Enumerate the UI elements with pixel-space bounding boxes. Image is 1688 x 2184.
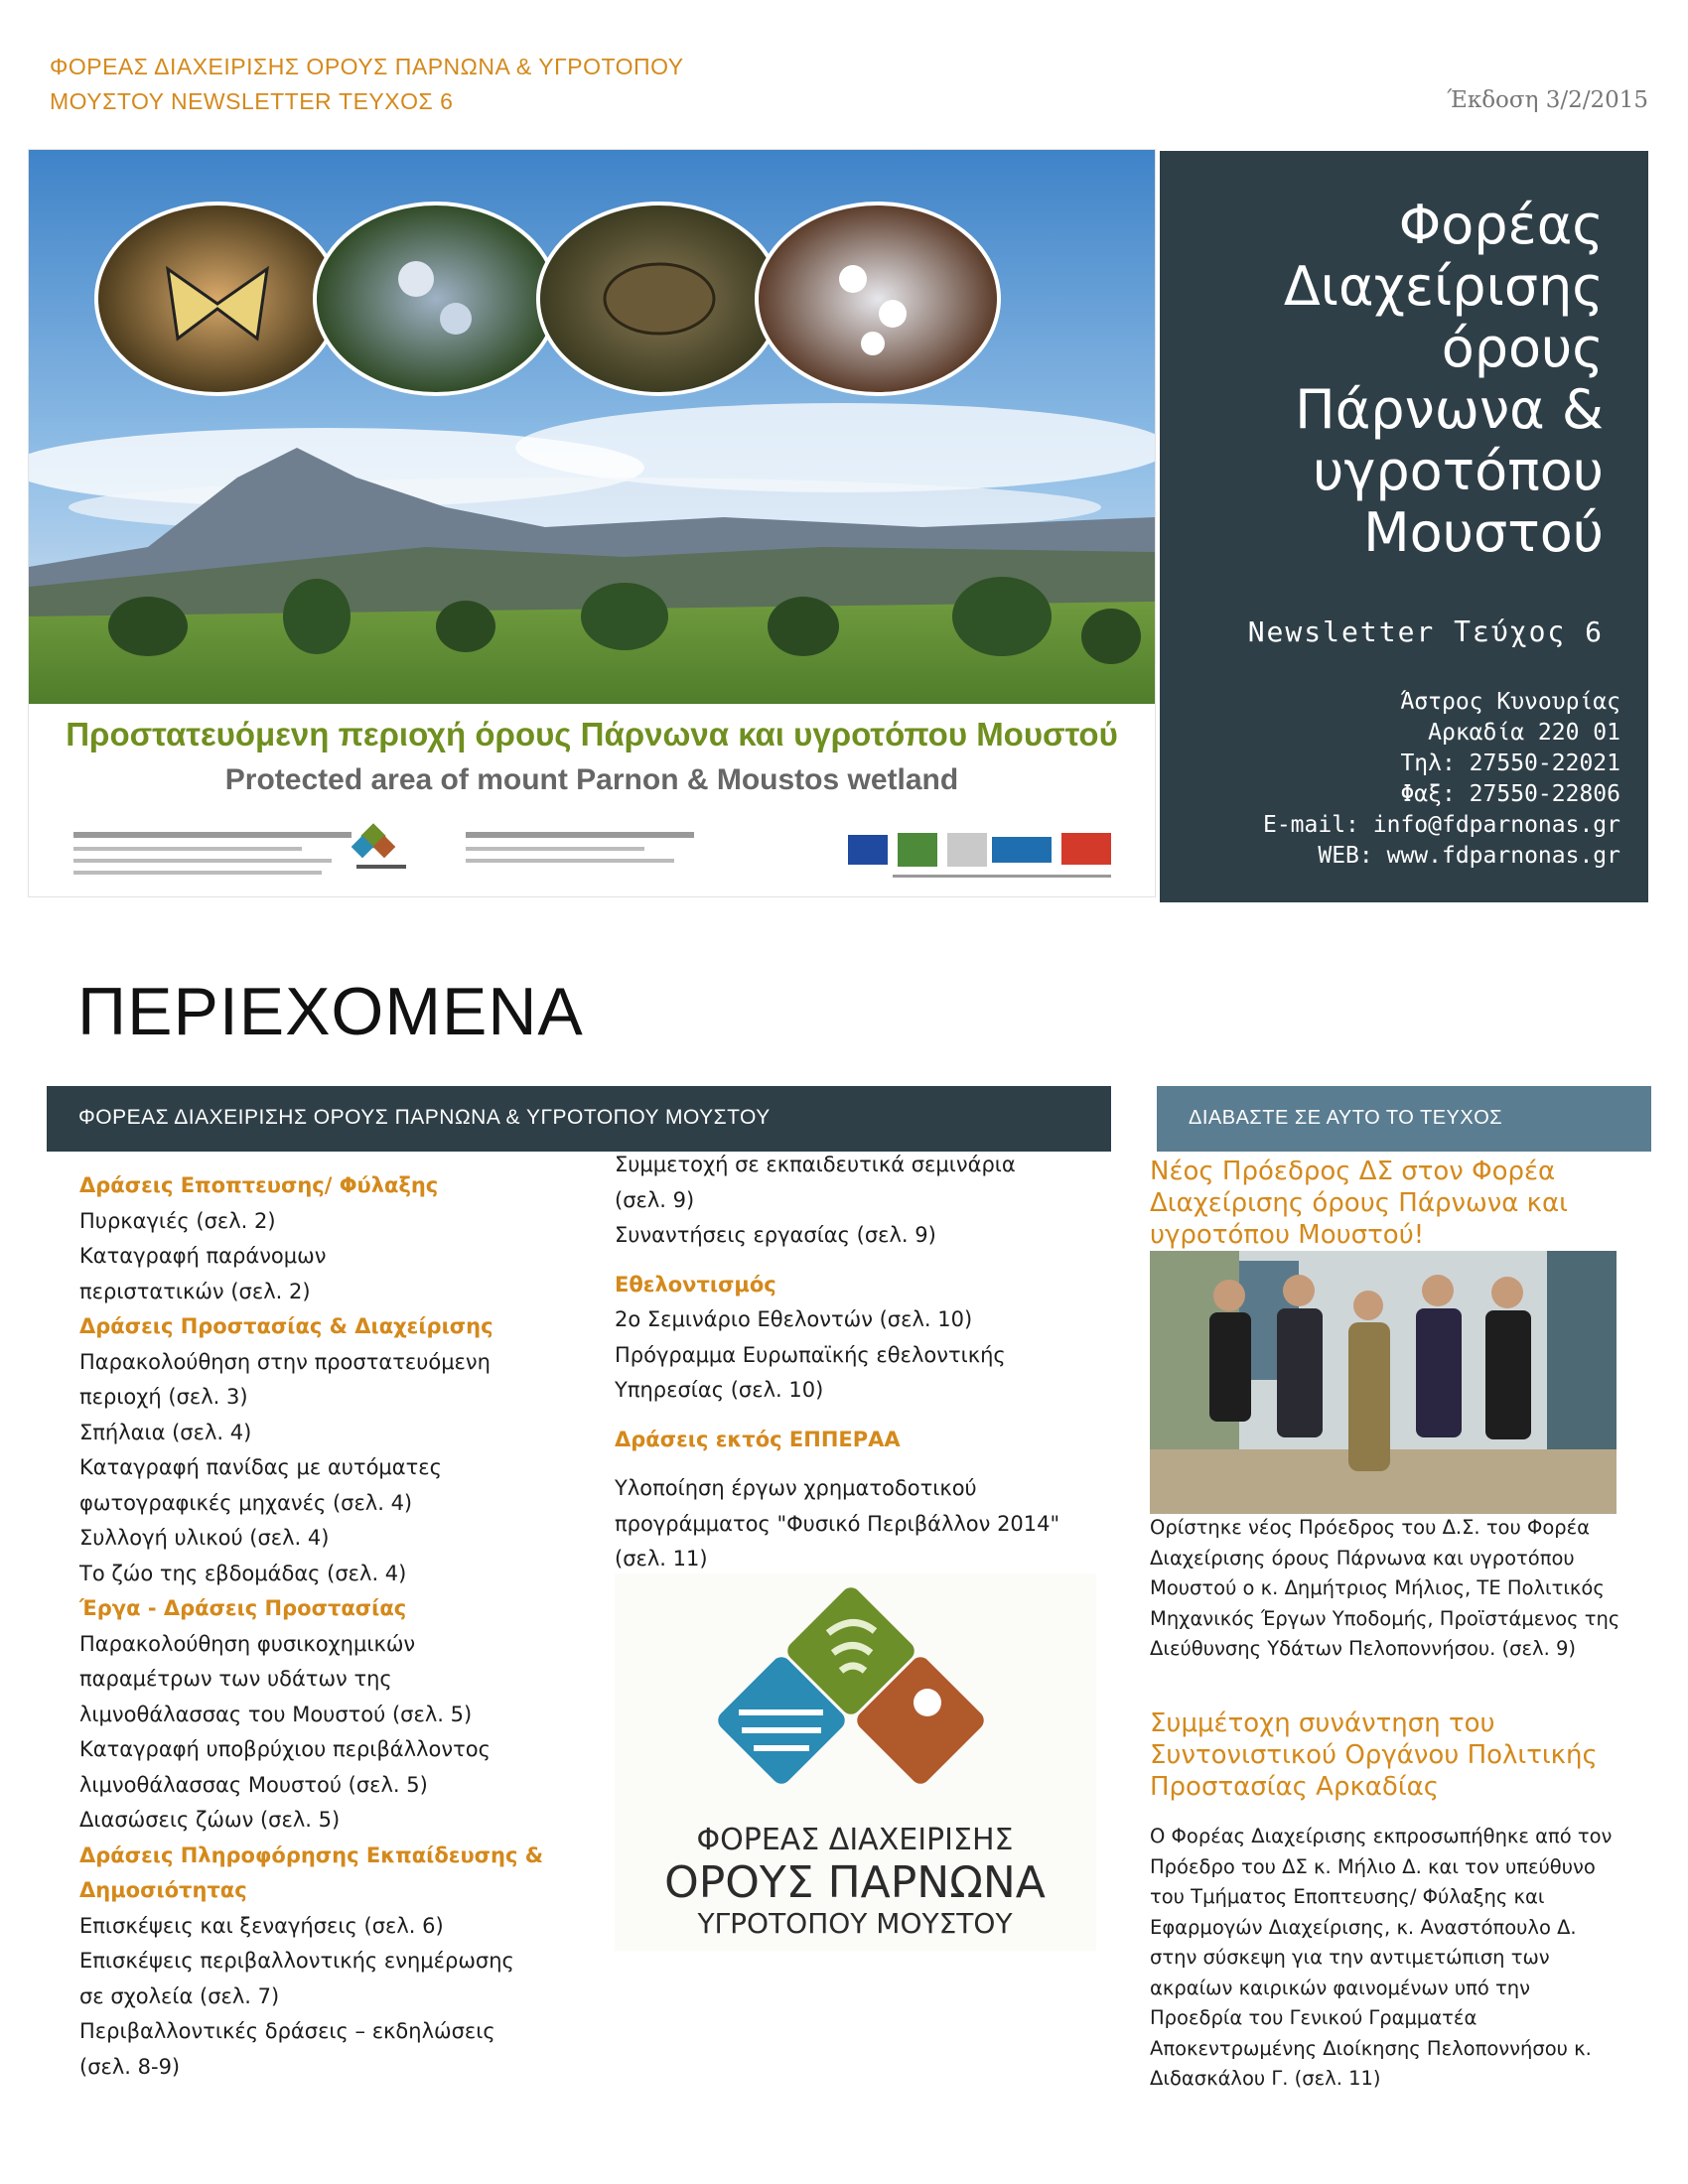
edition-date: Έκδοση 3/2/2015	[1447, 87, 1648, 113]
toc-entry[interactable]: (σελ. 8-9)	[79, 2054, 181, 2079]
newsletter-title-box	[1160, 151, 1648, 902]
toc-entry[interactable]: Καταγραφή πανίδας με αυτόματες	[79, 1455, 442, 1479]
sidebox-title-line: Διαχείρισης	[1283, 255, 1604, 318]
toc-entry[interactable]: λιμνοθάλασσας Μουστού (σελ. 5)	[79, 1772, 428, 1797]
sidebox-title-line: υγροτόπου	[1313, 440, 1604, 502]
toc-entry[interactable]: Παρακολούθηση στην προστατευόμενη	[79, 1349, 491, 1374]
organization-logo	[615, 1573, 1096, 1951]
in-this-issue-bar-label: ΔΙΑΒΑΣΤΕ ΣΕ ΑΥΤΟ ΤΟ ΤΕΥΧΟΣ	[1189, 1107, 1503, 1129]
sidebox-subtitle: Newsletter Τεύχος 6	[1247, 615, 1604, 648]
contents-heading: ΠΕΡΙΕΧΟΜΕΝΑ	[77, 974, 584, 1049]
logo-text-line3: ΥΓΡΟΤΟΠΟΥ ΜΟΥΣΤΟΥ	[697, 1907, 1013, 1940]
toc-entry[interactable]: (σελ. 11)	[615, 1547, 708, 1570]
toc-entry[interactable]: Πρόγραμμα Ευρωπαϊκής εθελοντικής	[615, 1342, 1006, 1367]
contact-web[interactable]: WEB: www.fdparnonas.gr	[1318, 843, 1620, 869]
header-title-line1: ΦΟΡΕΑΣ ΔΙΑΧΕΙΡΙΣΗΣ ΟΡΟΥΣ ΠΑΡΝΩΝΑ & ΥΓΡΟΤΟΠΟΥ	[50, 54, 684, 79]
protected-area-poster	[28, 149, 1156, 897]
toc-entry[interactable]: Καταγραφή υποβρύχιου περιβάλλοντος	[79, 1737, 491, 1761]
landscape-photo	[29, 150, 1155, 704]
in-this-issue-bar	[1157, 1086, 1651, 1152]
toc-entry[interactable]: περιοχή (σελ. 3)	[79, 1385, 248, 1409]
sidebox-title-line: Πάρνωνα &	[1295, 378, 1604, 441]
toc-entry[interactable]: Το ζώο της εβδομάδας (σελ. 4)	[79, 1561, 407, 1585]
poster-title-english: Protected area of mount Parnon & Moustos wetland	[224, 763, 959, 796]
toc-entry[interactable]: Επισκέψεις και ξεναγήσεις (σελ. 6)	[79, 1913, 444, 1938]
toc-entry[interactable]: Διασώσεις ζώων (σελ. 5)	[79, 1808, 341, 1832]
toc-spacer	[615, 1409, 1081, 1423]
toc-section-heading: Δημοσιότητας	[79, 1878, 247, 1902]
toc-entry[interactable]: Συλλογή υλικού (σελ. 4)	[79, 1526, 330, 1550]
toc-entry[interactable]: φωτογραφικές μηχανές (σελ. 4)	[79, 1490, 413, 1515]
group-photo	[1150, 1251, 1617, 1514]
toc-section-heading: Δράσεις Πληροφόρησης Εκπαίδευσης &	[79, 1843, 544, 1867]
contents-section-bar-label: ΦΟΡΕΑΣ ΔΙΑΧΕΙΡΙΣΗΣ ΟΡΟΥΣ ΠΑΡΝΩΝΑ & ΥΓΡΟΤΟΠΟΥ ΜΟΥΣΤΟΥ	[78, 1106, 771, 1129]
contact-region: Αρκαδία 220 01	[1428, 720, 1620, 746]
contents-section-bar	[47, 1086, 1111, 1152]
toc-section-heading: Εθελοντισμός	[615, 1272, 776, 1297]
sidebox-title-line: Μουστού	[1363, 501, 1604, 564]
poster-title-greek: Προστατευόμενη περιοχή όρους Πάρνωνα και υγροτόπου Μουστού	[66, 716, 1118, 752]
toc-section-heading: Έργα - Δράσεις Προστασίας	[79, 1596, 407, 1620]
sidebox-title-line: όρους	[1441, 317, 1604, 379]
sidebox-title	[1187, 195, 1604, 564]
contents-column-1	[79, 1168, 576, 2085]
toc-entry[interactable]: σε σχολεία (σελ. 7)	[79, 1983, 280, 2008]
toc-entry[interactable]: Υλοποίηση έργων χρηματοδοτικού	[615, 1476, 977, 1500]
logo-text-line1: ΦΟΡΕΑΣ ΔΙΑΧΕΙΡΙΣΗΣ	[696, 1823, 1014, 1857]
toc-entry[interactable]: παραμέτρων των υδάτων της	[79, 1667, 392, 1691]
sidebox-title-line: Φορέας	[1398, 194, 1604, 256]
contents-column-2	[615, 1148, 1081, 1577]
poster-footer-logos	[29, 817, 1155, 896]
toc-section-heading: Δράσεις εκτός ΕΠΠΕΡΑΑ	[615, 1427, 901, 1451]
toc-entry[interactable]: 2ο Σεμινάριο Εθελοντών (σελ. 10)	[615, 1307, 973, 1331]
article1-title[interactable]: Νέος Πρόεδρος ΔΣ στον Φορέα Διαχείρισης όρους Πάρνωνα και υγροτόπου Μουστού!	[1150, 1157, 1568, 1250]
toc-entry[interactable]: Συμμετοχή σε εκπαιδευτικά σεμινάρια	[615, 1153, 1016, 1176]
contact-fax: Φαξ: 27550-22806	[1400, 781, 1620, 807]
article2-text: Ο Φορέας Διαχείρισης εκπροσωπήθηκε από τον Πρόεδρο του ΔΣ κ. Μήλιο Δ. και τον υπεύθυνο του Τμήματος Εποπτευσης/ Φύλαξης και Εφαρμογών Διαχείρισης, κ. Αναστόπουλο Δ. στην σύσκεψη για την αντιμετώπιση των ακραίων καιρικών φαινομένων υπό την Προεδρία του Γενικού Γραμματέα Αποκεντρωμένης Διοίκησης Πελοποννήσου κ. Διδασκάλου Γ. (σελ. 11)	[1150, 1825, 1613, 2090]
article2-title[interactable]: Συμμέτοχη συνάντηση του Συντονιστικού Οργάνου Πολιτικής Προστασίας Αρκαδίας	[1150, 1708, 1598, 1802]
toc-entry[interactable]: Επισκέψεις περιβαλλοντικής ενημέρωσης	[79, 1949, 514, 1973]
contact-phone: Τηλ: 27550-22021	[1400, 751, 1620, 776]
toc-entry[interactable]: Υπηρεσίας (σελ. 10)	[615, 1378, 824, 1402]
contact-address: Άστρος Κυνουρίας	[1400, 689, 1620, 715]
toc-spacer	[615, 1254, 1081, 1268]
toc-entry[interactable]: προγράμματος "Φυσικό Περιβάλλον 2014"	[615, 1511, 1060, 1536]
toc-section-heading: Δράσεις Προστασίας & Διαχείρισης	[79, 1314, 493, 1338]
toc-entry[interactable]: Συναντήσεις εργασίας (σελ. 9)	[615, 1223, 936, 1247]
article1-text: Ορίστηκε νέος Πρόεδρος του Δ.Σ. του Φορέα Διαχείρισης όρους Πάρνωνα και υγροτόπου Μουστού ο κ. Δημήτριος Μήλιος, ΤΕ Πολιτικός Μηχανικός Έργων Υποδομής, Προϊστάμενος της Διεύθυνσης Υδάτων Πελοποννήσου. (σελ. 9)	[1150, 1516, 1620, 1660]
newsletter-header-title	[50, 50, 804, 119]
toc-entry[interactable]: (σελ. 9)	[615, 1187, 695, 1212]
toc-spacer	[615, 1457, 1081, 1471]
toc-entry[interactable]: Καταγραφή παράνομων	[79, 1244, 327, 1268]
toc-entry[interactable]: Παρακολούθηση φυσικοχημικών	[79, 1631, 416, 1656]
contact-email[interactable]: E-mail: info@fdparnonas.gr	[1262, 812, 1620, 838]
contact-info	[1263, 687, 1620, 872]
toc-section-heading: Δράσεις Εποπτευσης/ Φύλαξης	[79, 1173, 439, 1197]
header-title-line2: ΜΟΥΣΤΟΥ NEWSLETTER ΤΕΥΧΟΣ 6	[50, 88, 454, 114]
toc-entry[interactable]: Περιβαλλοντικές δράσεις – εκδηλώσεις	[79, 2019, 495, 2043]
toc-entry[interactable]: Σπήλαια (σελ. 4)	[79, 1420, 252, 1444]
toc-entry[interactable]: περιστατικών (σελ. 2)	[79, 1279, 311, 1303]
toc-entry[interactable]: λιμνοθάλασσας του Μουστού (σελ. 5)	[79, 1702, 473, 1726]
logo-text-line2: ΟΡΟΥΣ ΠΑΡΝΩΝΑ	[664, 1857, 1046, 1908]
toc-entry[interactable]: Πυρκαγιές (σελ. 2)	[79, 1208, 276, 1233]
